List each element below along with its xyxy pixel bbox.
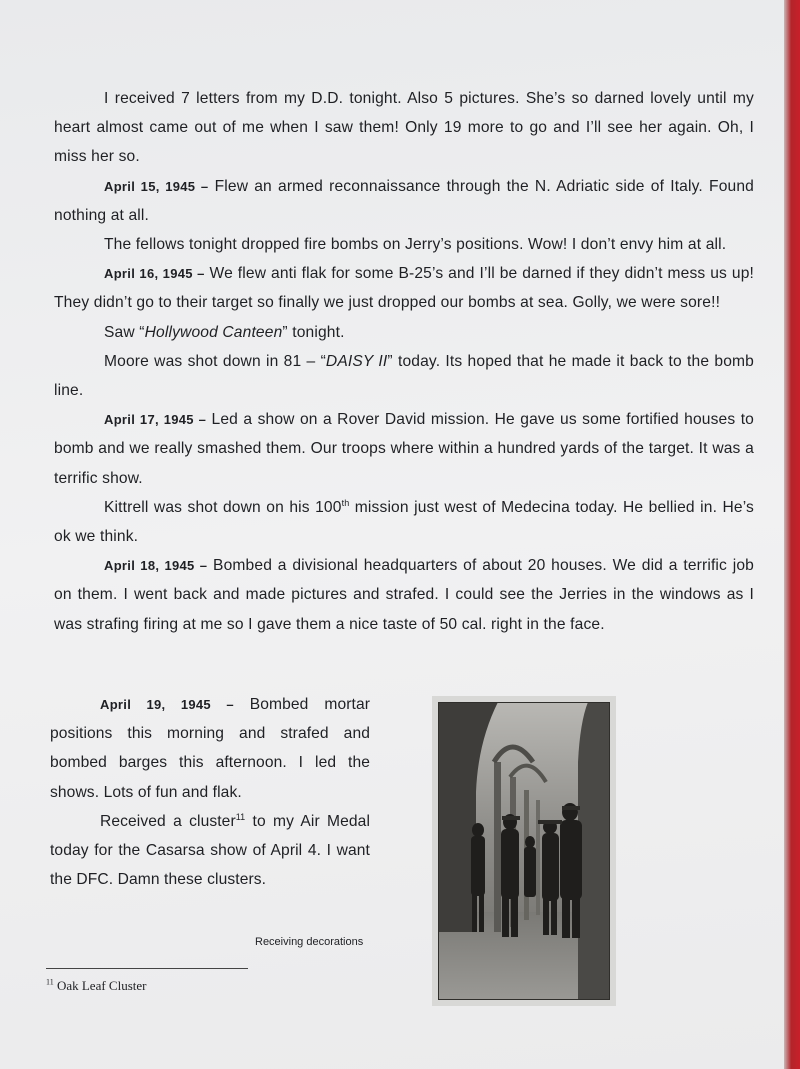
- paragraph-letters: I received 7 letters from my D.D. tonight. Also 5 pictures. She’s so darned lovely until my heart almost came out of me when I saw them! Only 19 more to go and I’ll see her again. Oh, I miss her so.: [54, 90, 754, 166]
- entry-april-16: April 16, 1945 – We flew anti flak for some B-25’s and I’ll be darned if they didn’t mess us up! They didn’t go to their target so finally we just dropped our bombs at sea. Golly, we were sore!!: [54, 265, 754, 312]
- paragraph-kittrell: Kittrell was shot down on his 100th mission just west of Medecina today. He bellied in. He’s ok we think.: [54, 497, 754, 546]
- entry-april-15: April 15, 1945 – Flew an armed reconnaissance through the N. Adriatic side of Italy. Found nothing at all.: [54, 177, 754, 224]
- entry-april-19: April 19, 1945 – Bombed mortar positions this morning and strafed and bombed barges this afternoon. I led the shows. Lots of fun and flak.: [50, 696, 371, 801]
- entry-april-18: April 18, 1945 – Bombed a divisional headquarters of about 20 houses. We did a terrific job on them. I went back and made pictures and strafed. I could see the Jerries in the windows as I was strafing firing at me so I gave them a nice taste of 50 cal. right in the face.: [54, 557, 754, 633]
- footnote-text: Oak Leaf Cluster: [53, 978, 147, 993]
- entry-date: April 19, 1945 –: [100, 697, 234, 712]
- footnote-divider: [46, 968, 248, 969]
- entry-date: April 16, 1945 –: [104, 266, 205, 282]
- footnote-reference: 11: [235, 811, 246, 822]
- entry-date: April 18, 1945 –: [104, 558, 208, 574]
- decorations-photo: [432, 696, 616, 1006]
- photo-caption: Receiving decorations: [255, 936, 364, 948]
- photo-image: [438, 702, 610, 1000]
- paragraph-movie: Saw “Hollywood Canteen” tonight.: [104, 323, 345, 341]
- entry-date: April 17, 1945 –: [104, 412, 207, 428]
- left-column-text: [50, 690, 370, 894]
- aircraft-name: DAISY II: [325, 352, 388, 370]
- footnote-mark: 11: [46, 977, 54, 987]
- movie-title: Hollywood Canteen: [144, 323, 283, 341]
- paragraph-cluster: Received a cluster$^{11}$ to my Air Medal today for the Casarsa show of April 4. I want the DFC. Damn these clusters.: [50, 811, 371, 889]
- entry-april-17: April 17, 1945 – Led a show on a Rover David mission. He gave us some fortified houses to bomb and we really smashed them. Our troops where within a hundred yards of the target. It was a terrific show.: [54, 411, 755, 487]
- entry-date: April 15, 1945 –: [104, 178, 209, 194]
- paragraph-fire-bombs: The fellows tonight dropped fire bombs on Jerry’s positions. Wow! I don’t envy him at all.: [104, 236, 727, 254]
- paragraph-moore: Moore was shot down in 81 – “DAISY II” today. Its hoped that he made it back to the bomb line.: [54, 352, 755, 400]
- journal-text: [54, 84, 754, 639]
- footnote: [46, 978, 146, 994]
- red-cover-edge: [784, 0, 800, 1069]
